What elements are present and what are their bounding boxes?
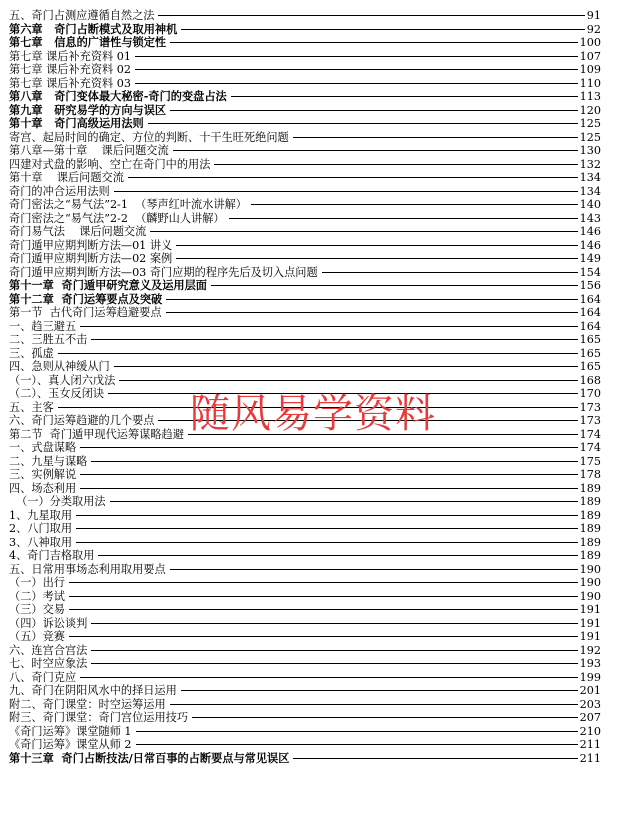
toc-entry	[9, 333, 601, 347]
toc-entry-page: 173	[579, 414, 601, 427]
toc-entry	[9, 684, 601, 698]
toc-leader-line	[293, 758, 577, 759]
toc-leader-line	[91, 623, 577, 624]
toc-entry	[9, 104, 601, 118]
toc-entry-title: 奇门的冲合运用法则	[9, 184, 110, 198]
toc-entry-title: 六、奇门运筹趋避的几个要点	[9, 414, 155, 427]
toc-entry-page: 189	[579, 508, 601, 522]
toc-entry-page: 174	[579, 441, 601, 454]
toc-entry-title: 第十章 课后问题交流	[9, 171, 124, 184]
toc-entry	[9, 185, 601, 199]
toc-entry	[9, 387, 601, 401]
toc-leader-line	[181, 29, 584, 30]
toc-entry-title: 五、日常用事场态利用取用要点	[9, 562, 166, 576]
toc-entry-page: 132	[579, 157, 601, 171]
toc-entry-page: 125	[579, 130, 601, 144]
toc-entry-title: 附二、奇门课堂：时空运筹运用	[9, 697, 166, 711]
toc-entry-page: 140	[579, 198, 601, 211]
toc-entry-title: 第八章 奇门变体最大秘密-奇门的变盘占法	[9, 90, 227, 103]
toc-entry-page: 173	[579, 400, 601, 414]
toc-entry	[9, 698, 601, 712]
toc-entry	[9, 563, 601, 577]
toc-entry	[9, 279, 601, 293]
toc-leader-line	[69, 582, 578, 583]
toc-leader-line	[251, 204, 578, 205]
toc-entry-page: 191	[579, 603, 601, 616]
toc-entry-title: 第七章 信息的广谱性与锁定性	[9, 36, 167, 49]
toc-entry	[9, 77, 601, 91]
toc-entry-title: 寄宫、起局时间的确定、方位的判断、十干生旺死绝问题	[9, 130, 289, 144]
toc-entry-title: 一、式盘谋略	[9, 441, 77, 454]
toc-leader-line	[135, 56, 578, 57]
toc-entry	[9, 9, 601, 23]
toc-leader-line	[322, 272, 578, 273]
toc-leader-line	[98, 555, 577, 556]
toc-entry	[9, 738, 601, 752]
toc-leader-line	[58, 407, 578, 408]
toc-leader-line	[176, 258, 577, 259]
toc-entry-title: （一）分类取用法	[9, 495, 106, 508]
toc-entry-page: 91	[586, 9, 601, 22]
toc-leader-line	[135, 83, 578, 84]
toc-entry-title: （四）诉讼谈判	[9, 616, 88, 630]
toc-entry	[9, 468, 601, 482]
toc-entry-title: 1、九星取用	[9, 508, 73, 522]
toc-leader-line	[170, 42, 578, 43]
toc-leader-line	[58, 353, 578, 354]
toc-entry-page: 210	[579, 724, 601, 738]
toc-leader-line	[91, 461, 577, 462]
toc-leader-line	[136, 731, 578, 732]
toc-entry-title: 五、奇门占测应遵循自然之法	[9, 9, 155, 22]
toc-entry-title: 第七章 课后补充资料 02	[9, 63, 132, 76]
toc-entry	[9, 576, 601, 590]
toc-entry	[9, 306, 601, 320]
toc-leader-line	[80, 488, 578, 489]
toc-entry-title: （三）交易	[9, 603, 65, 616]
toc-leader-line	[76, 515, 578, 516]
toc-entry-title: （一）出行	[9, 576, 65, 589]
toc-entry-page: 143	[579, 211, 601, 225]
toc-entry	[9, 671, 601, 685]
toc-entry-title: 六、连宫合宫法	[9, 643, 88, 657]
toc-entry-title: 五、主客	[9, 400, 54, 414]
toc-entry	[9, 63, 601, 77]
toc-entry-page: 203	[579, 697, 601, 711]
toc-entry	[9, 23, 601, 37]
toc-entry-page: 175	[579, 454, 601, 468]
toc-leader-line	[211, 285, 578, 286]
toc-leader-line	[69, 636, 578, 637]
toc-entry-title: 二、三胜五不击	[9, 333, 88, 346]
toc-entry	[9, 522, 601, 536]
toc-entry-page: 146	[579, 238, 601, 252]
toc-entry	[9, 549, 601, 563]
toc-leader-line	[192, 717, 578, 718]
toc-entry-title: 《奇门运筹》课堂随师 1	[9, 724, 132, 738]
toc-entry	[9, 711, 601, 725]
toc-entry-page: 113	[579, 90, 601, 103]
toc-leader-line	[80, 677, 578, 678]
toc-leader-line	[128, 177, 578, 178]
toc-entry-page: 199	[579, 670, 601, 684]
toc-leader-line	[135, 69, 578, 70]
toc-entry-page: 191	[579, 630, 601, 643]
toc-entry-title: （一）、真人闭六戊法	[9, 373, 116, 387]
toc-leader-line	[150, 231, 577, 232]
toc-entry	[9, 293, 601, 307]
toc-leader-line	[173, 150, 578, 151]
toc-entry	[9, 320, 601, 334]
toc-entry	[9, 131, 601, 145]
toc-entry-page: 201	[579, 684, 601, 697]
toc-entry-title: 《奇门运筹》课堂从师 2	[9, 738, 132, 751]
toc-entry-page: 190	[579, 576, 601, 589]
toc-leader-line	[91, 650, 577, 651]
toc-leader-line	[170, 110, 578, 111]
toc-leader-line	[80, 474, 578, 475]
toc-leader-line	[181, 690, 578, 691]
toc-entry	[9, 360, 601, 374]
toc-entry-title: 第十一章 奇门遁甲研究意义及运用层面	[9, 279, 207, 292]
toc-entry-title: 3、八神取用	[9, 535, 73, 549]
toc-entry-page: 178	[579, 468, 601, 481]
toc-entry	[9, 90, 601, 104]
toc-entry-title: 一、趋三避五	[9, 319, 77, 333]
toc-entry-title: 奇门遁甲应期判断方法—03 奇门应期的程序先后及切入点问题	[9, 265, 318, 279]
toc-entry-page: 189	[579, 481, 601, 495]
toc-entry	[9, 225, 601, 239]
toc-entry-title: 第十二章 奇门运筹要点及突破	[9, 292, 163, 306]
toc-leader-line	[214, 164, 577, 165]
toc-leader-line	[166, 299, 577, 300]
toc-entry	[9, 414, 601, 428]
toc-entry-page: 211	[579, 738, 601, 751]
toc-entry-page: 165	[579, 360, 601, 373]
toc-entry-title: 奇门密法之“易气法”2-2 （麟野山人讲解）	[9, 211, 225, 225]
toc-entry-page: 193	[579, 657, 601, 670]
toc-entry-page: 134	[579, 171, 601, 184]
toc-entry-title: 第一节 古代奇门运筹趋避要点	[9, 306, 162, 319]
toc-leader-line	[229, 218, 578, 219]
toc-entry-page: 189	[579, 535, 601, 549]
toc-entry	[9, 171, 601, 185]
toc-entry-page: 92	[586, 22, 601, 36]
toc-entry-page: 110	[579, 76, 601, 90]
toc-entry-title: 第九章 研究易学的方向与误区	[9, 103, 167, 117]
toc-entry	[9, 374, 601, 388]
toc-entry-title: 2、八门取用	[9, 522, 73, 535]
toc-entry-page: 120	[579, 103, 601, 117]
toc-entry-page: 165	[579, 333, 601, 346]
toc-leader-line	[158, 420, 577, 421]
toc-entry-page: 164	[579, 292, 601, 306]
toc-entry-title: 第十章 奇门高级运用法则	[9, 117, 144, 130]
toc-entry-page: 100	[579, 36, 601, 49]
toc-entry-title: 二、九星与谋略	[9, 454, 88, 468]
toc-entry	[9, 482, 601, 496]
toc-entry-page: 165	[579, 346, 601, 360]
toc-entry-page: 174	[579, 427, 601, 441]
toc-entry	[9, 536, 601, 550]
toc-leader-line	[188, 434, 578, 435]
toc-entry-page: 125	[579, 117, 601, 130]
toc-entry-title: 第七章 课后补充资料 01	[9, 49, 132, 63]
toc-entry-title: 奇门遁甲应期判断方法—01 讲义	[9, 238, 173, 252]
toc-entry-page: 207	[579, 711, 601, 724]
toc-entry-title: 八、奇门克应	[9, 670, 77, 684]
toc-entry	[9, 495, 601, 509]
toc-leader-line	[293, 137, 578, 138]
toc-entry-page: 189	[579, 522, 601, 535]
toc-entry-title: 第六章 奇门占断模式及取用神机	[9, 22, 178, 36]
toc-entry-title: 七、时空应象法	[9, 657, 88, 670]
toc-leader-line	[69, 596, 578, 597]
toc-entry-page: 149	[579, 252, 601, 265]
toc-entry-page: 109	[579, 63, 601, 76]
toc-entry	[9, 630, 601, 644]
toc-entry	[9, 428, 601, 442]
toc-entry-page: 168	[579, 373, 601, 387]
toc-entry-page: 146	[579, 225, 601, 238]
toc-entry	[9, 239, 601, 253]
toc-leader-line	[108, 393, 578, 394]
toc-entry-title: 附三、奇门课堂：奇门宫位运用技巧	[9, 711, 189, 724]
toc-leader-line	[114, 191, 578, 192]
toc-leader-line	[114, 366, 578, 367]
toc-entry-page: 164	[579, 319, 601, 333]
toc-leader-line	[91, 339, 577, 340]
toc-entry-title: 四、场态利用	[9, 481, 77, 495]
toc-entry-page: 130	[579, 144, 601, 157]
toc-entry-page: 164	[579, 306, 601, 319]
toc-entry	[9, 590, 601, 604]
toc-entry-title: 第八章—第十章 课后问题交流	[9, 144, 169, 157]
toc-entry	[9, 752, 601, 766]
toc-entry-title: 四建对式盘的影响、空亡在奇门中的用法	[9, 157, 211, 171]
toc-entry-title: 4、奇门吉格取用	[9, 549, 95, 562]
toc-leader-line	[91, 663, 577, 664]
toc-entry-title: （二）、玉女反闭诀	[9, 387, 105, 400]
toc-leader-line	[69, 609, 578, 610]
toc-leader-line	[176, 245, 577, 246]
toc-entry-page: 190	[579, 589, 601, 603]
toc-entry-title: （二）考试	[9, 589, 65, 603]
toc-entry	[9, 725, 601, 739]
toc-entry	[9, 117, 601, 131]
toc-entry	[9, 212, 601, 226]
toc-leader-line	[119, 380, 577, 381]
toc-entry	[9, 509, 601, 523]
toc-entry	[9, 455, 601, 469]
toc-entry	[9, 252, 601, 266]
toc-entry	[9, 158, 601, 172]
toc-entry-page: 192	[579, 643, 601, 657]
toc-entry-page: 107	[579, 49, 601, 63]
toc-entry-page: 190	[579, 562, 601, 576]
toc-leader-line	[80, 447, 578, 448]
toc-leader-line	[76, 528, 578, 529]
toc-entry-page: 134	[579, 184, 601, 198]
toc-entry-title: 第十三章 奇门占断技法/日常百事的占断要点与常见误区	[9, 751, 290, 765]
toc-entry-title: 九、奇门在阴阳风水中的择日运用	[9, 684, 177, 697]
toc-entry	[9, 603, 601, 617]
toc-entry-page: 154	[579, 265, 601, 279]
toc-entry	[9, 441, 601, 455]
toc-leader-line	[110, 501, 578, 502]
table-of-contents	[9, 9, 601, 765]
toc-entry-page: 189	[579, 549, 601, 562]
toc-leader-line	[170, 569, 578, 570]
toc-entry	[9, 198, 601, 212]
toc-entry-title: 三、实例解说	[9, 468, 77, 481]
toc-entry	[9, 657, 601, 671]
toc-entry	[9, 36, 601, 50]
toc-entry-page: 191	[579, 616, 601, 630]
toc-leader-line	[76, 542, 578, 543]
toc-leader-line	[166, 312, 578, 313]
toc-entry	[9, 266, 601, 280]
toc-leader-line	[136, 744, 578, 745]
toc-entry	[9, 644, 601, 658]
toc-entry	[9, 401, 601, 415]
toc-entry-page: 170	[579, 387, 601, 400]
toc-entry-title: 四、急则从神缓从门	[9, 360, 110, 373]
toc-entry-page: 189	[579, 495, 601, 508]
toc-entry-title: 奇门密法之“易气法”2-1 （琴声红叶流水讲解）	[9, 198, 247, 211]
toc-entry-title: 奇门遁甲应期判断方法—02 案例	[9, 252, 173, 265]
toc-leader-line	[231, 96, 578, 97]
toc-leader-line	[170, 704, 578, 705]
toc-leader-line	[80, 326, 578, 327]
toc-entry-title: 奇门易气法 课后问题交流	[9, 225, 147, 238]
toc-entry	[9, 617, 601, 631]
toc-entry-title: 三、孤虚	[9, 346, 54, 360]
toc-entry-title: 第七章 课后补充资料 03	[9, 76, 132, 90]
toc-entry-title: 第二节 奇门遁甲现代运筹谋略趋避	[9, 427, 184, 441]
toc-entry	[9, 347, 601, 361]
toc-entry	[9, 144, 601, 158]
toc-entry	[9, 50, 601, 64]
toc-entry-title: （五）竞赛	[9, 630, 65, 643]
toc-entry-page: 156	[579, 279, 601, 292]
toc-entry-page: 211	[579, 751, 601, 765]
toc-leader-line	[158, 15, 584, 16]
toc-leader-line	[148, 123, 578, 124]
watermark-text: 随风易学资料	[190, 391, 436, 437]
